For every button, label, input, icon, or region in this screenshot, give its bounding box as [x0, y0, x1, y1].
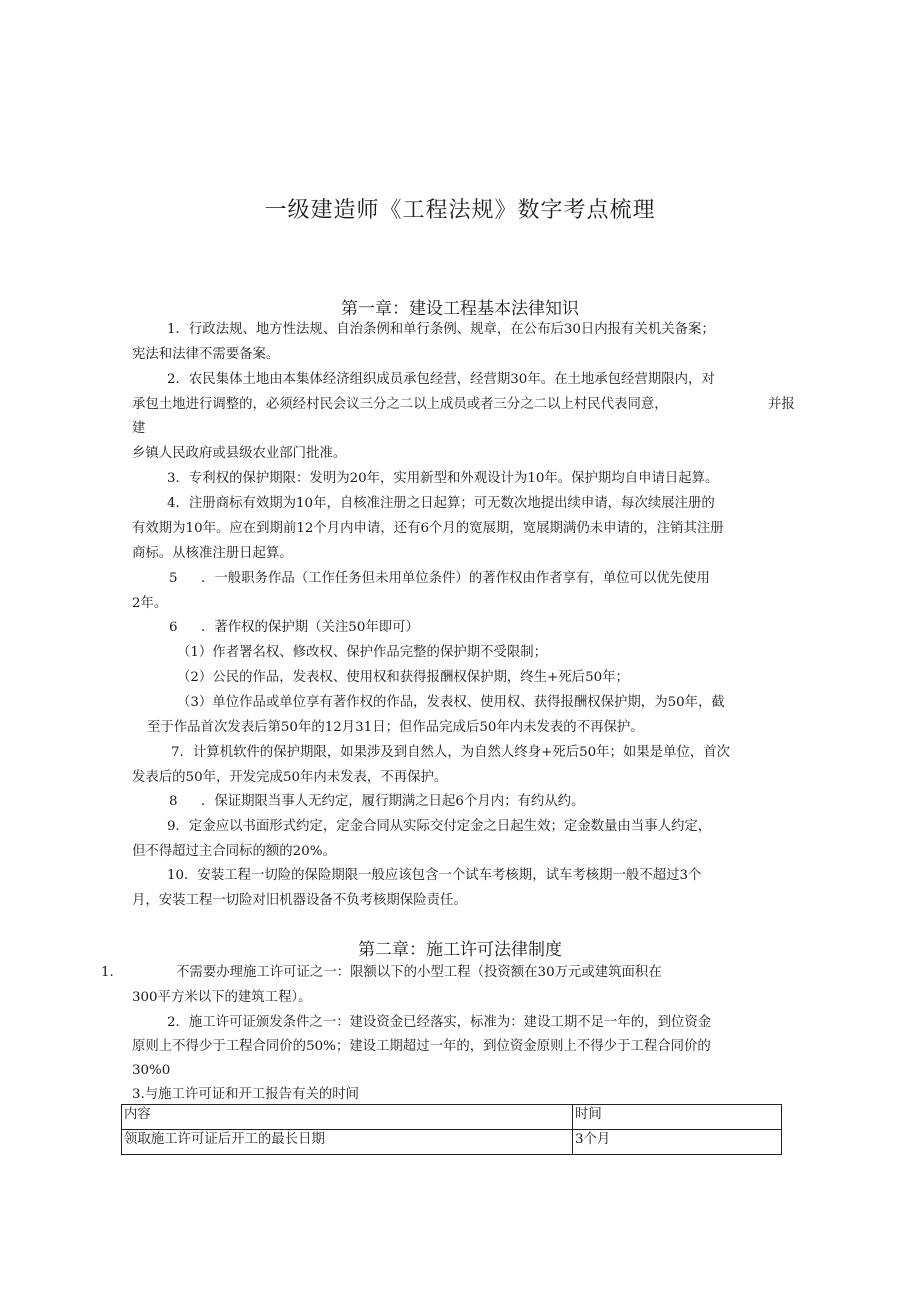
- table-cell-time: 3个月: [573, 1130, 782, 1155]
- table-cell-content: 领取施工许可证后开工的最长日期: [122, 1130, 573, 1155]
- item-8-line-1: ．保证期限当事人无约定，履行期满之日起6个月内；有约从约。: [201, 794, 585, 809]
- chapter-2-heading: 第二章：施工许可法律制度: [358, 940, 562, 960]
- item-5-line-1: ．一般职务作品（工作任务但未用单位条件）的著作权由作者享有，单位可以优先使用: [201, 571, 710, 586]
- item-2-line-3: 建: [132, 421, 146, 436]
- item-7-line-1: 7．计算机软件的保护期限，如果涉及到自然人，为自然人终身+死后50年；如果是单位，首次: [171, 745, 731, 760]
- table-row: [122, 1130, 782, 1155]
- item-10-line-2: 月，安装工程一切险对旧机器设备不负考核期保险责任。: [132, 893, 467, 908]
- ch2-item-1-number: 1.: [101, 965, 114, 980]
- item-5-line-2: 2年。: [132, 596, 168, 611]
- item-4-line-2: 有效期为10年。应在到期前12个月内申请，还有6个月的宽展期，宽展期满仍未申请的，注销其注册: [132, 521, 724, 536]
- item-2-line-2-tail: 并报: [768, 397, 795, 412]
- item-6-number: 6: [169, 620, 178, 635]
- item-1-line-1: 1．行政法规、地方性法规、自治条例和单行条例、规章，在公布后30日内报有关机关备案；: [167, 322, 715, 337]
- page-title: 一级建造师《工程法规》数字考点梳理: [264, 198, 656, 223]
- item-2-line-1: 2．农民集体土地由本集体经济组织成员承包经营，经营期30年。在土地承包经营期限内，对: [167, 372, 715, 387]
- item-2-line-4: 乡镇人民政府或县级农业部门批准。: [132, 446, 347, 461]
- item-4-line-1: 4．注册商标有效期为10年，自核准注册之日起算；可无数次地提出续申请，每次续展注册的: [167, 496, 715, 511]
- item-10-line-1: 10．安装工程一切险的保险期限一般应该包含一个试车考核期，试车考核期一般不超过3个: [167, 868, 702, 883]
- table-header-content: 内容: [122, 1105, 573, 1130]
- item-9-line-2: 但不得超过主合同标的额的20%。: [132, 844, 336, 859]
- item-8-number: 8: [169, 794, 178, 809]
- ch2-item-2-line-2: 原则上不得少于工程合同价的50%；建设工期超过一年的，到位资金原则上不得少于工程合同价的: [132, 1039, 711, 1054]
- table-header-time: 时间: [573, 1105, 782, 1130]
- chapter-1-heading: 第一章：建设工程基本法律知识: [341, 299, 579, 319]
- item-2-line-2: 承包土地进行调整的，必须经村民会议三分之二以上成员或者三分之二以上村民代表同意，: [132, 397, 668, 412]
- item-7-line-2: 发表后的50年，开发完成50年内未发表，不再保护。: [132, 770, 448, 785]
- table-header-row: [122, 1105, 782, 1130]
- item-1-line-2: 宪法和法律不需要备案。: [132, 347, 280, 362]
- item-6-line-1: ．著作权的保护期（关注50年即可）: [201, 620, 419, 635]
- time-table: [121, 1104, 782, 1155]
- item-3-line-1: 3．专利权的保护期限：发明为20年，实用新型和外观设计为10年。保护期均自申请日起算。: [167, 471, 719, 486]
- item-6-sub-3-line-2: 至于作品首次发表后第50年的12月31日；但作品完成后50年内未发表的不再保护。: [147, 720, 644, 735]
- item-4-line-3: 商标。从核准注册日起算。: [132, 546, 293, 561]
- ch2-item-2-line-1: 2．施工许可证颁发条件之一：建设资金已经落实，标准为：建设工期不足一年的，到位资金: [167, 1015, 712, 1030]
- ch2-item-1-line-1: 不需要办理施工许可证之一：限额以下的小型工程（投资额在30万元或建筑面积在: [176, 965, 662, 980]
- item-9-line-1: 9．定金应以书面形式约定，定金合同从实际交付定金之日起生效；定金数量由当事人约定，: [167, 819, 712, 834]
- item-6-sub-3-line-1: （3）单位作品或单位享有著作权的作品，发表权、使用权、获得报酬权保护期，为50年，截: [177, 695, 725, 710]
- ch2-item-1-line-2: 300平方米以下的建筑工程）。: [132, 990, 312, 1005]
- item-5-number: 5: [169, 571, 178, 586]
- ch2-item-2-line-3: 30%0: [132, 1063, 171, 1078]
- ch2-item-3-caption: 3.与施工许可证和开工报告有关的时间: [132, 1087, 360, 1102]
- item-6-sub-2: （2）公民的作品，发表权、使用权和获得报酬权保护期，终生+死后50年；: [177, 670, 629, 685]
- item-6-sub-1: （1）作者署名权、修改权、保护作品完整的保护期不受限制；: [177, 645, 548, 660]
